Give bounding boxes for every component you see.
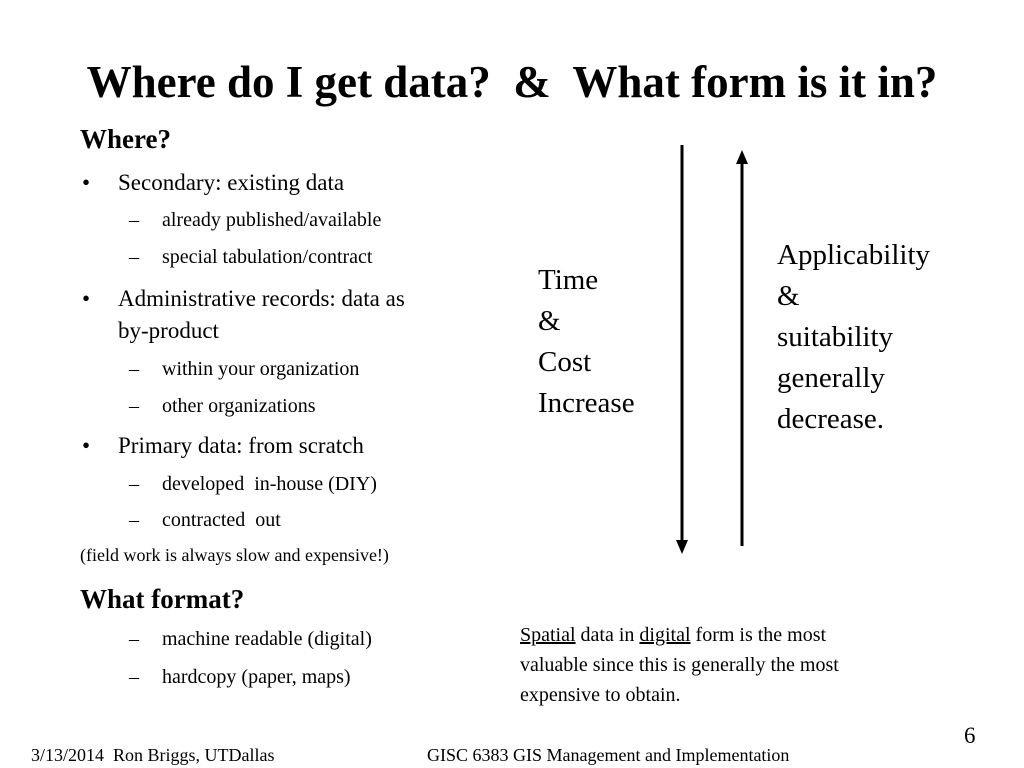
time-cost-line2: & xyxy=(538,305,561,337)
applicability-line5: decrease. xyxy=(777,403,885,435)
secondary-text: Secondary: existing data xyxy=(118,170,345,195)
page-number: 6 xyxy=(964,723,976,748)
format-sub1-text: machine readable (digital) xyxy=(162,628,372,650)
primary-sub1-text: developed in-house (DIY) xyxy=(162,473,377,495)
applicability-line2: & xyxy=(777,280,800,312)
digital-word: digital xyxy=(639,624,691,646)
footer-course: GISC 6383 GIS Management and Implementation xyxy=(427,745,790,765)
note-text-b: form is the most xyxy=(690,624,827,646)
applicability-label xyxy=(777,235,930,440)
field-work-note: (field work is always slow and expensive!) xyxy=(80,545,389,565)
time-cost-line1: Time xyxy=(538,264,599,296)
primary-text: Primary data: from scratch xyxy=(118,433,364,458)
dash-icon: – xyxy=(129,395,139,417)
bullet-icon: • xyxy=(82,170,91,195)
secondary-sub2-text: special tabulation/contract xyxy=(162,246,373,268)
up-arrow-icon xyxy=(736,150,748,546)
arrows-diagram xyxy=(660,140,770,560)
applicability-line4: generally xyxy=(777,362,885,394)
slide-title: Where do I get data? & What form is it in? xyxy=(86,57,938,107)
spatial-digital-note xyxy=(520,620,1000,710)
list-item-administrative xyxy=(80,283,500,349)
time-cost-line3: Cost xyxy=(538,346,592,378)
bullet-icon: • xyxy=(82,433,91,458)
dash-icon: – xyxy=(129,509,139,531)
dash-icon: – xyxy=(129,473,139,495)
secondary-sub1-text: already published/available xyxy=(162,209,382,231)
admin-sub2-text: other organizations xyxy=(162,395,316,417)
note-line1 xyxy=(520,620,1000,650)
applicability-line3: suitability xyxy=(777,321,893,353)
time-cost-label xyxy=(538,260,635,424)
note-text-a: data in xyxy=(575,624,640,646)
dash-icon: – xyxy=(129,246,139,268)
spatial-word: Spatial xyxy=(520,624,576,646)
time-cost-line4: Increase xyxy=(538,387,635,419)
admin-sub1-text: within your organization xyxy=(162,358,360,380)
dash-icon: – xyxy=(129,666,139,688)
bullet-icon: • xyxy=(82,286,91,311)
applicability-line1: Applicability xyxy=(777,239,931,271)
admin-text-line2: by-product xyxy=(118,318,219,343)
dash-icon: – xyxy=(129,209,139,231)
dash-icon: – xyxy=(129,628,139,650)
format-heading: What format? xyxy=(80,584,245,614)
dash-icon: – xyxy=(129,358,139,380)
admin-text-line1: Administrative records: data as xyxy=(118,286,405,311)
note-line2: valuable since this is generally the most xyxy=(520,654,839,676)
down-arrow-icon xyxy=(676,145,688,554)
where-heading: Where? xyxy=(80,124,171,154)
footer-date-author: 3/13/2014 Ron Briggs, UTDallas xyxy=(31,745,275,765)
format-sub2-text: hardcopy (paper, maps) xyxy=(162,666,351,688)
primary-sub2-text: contracted out xyxy=(162,509,281,531)
note-line3: expensive to obtain. xyxy=(520,684,681,706)
